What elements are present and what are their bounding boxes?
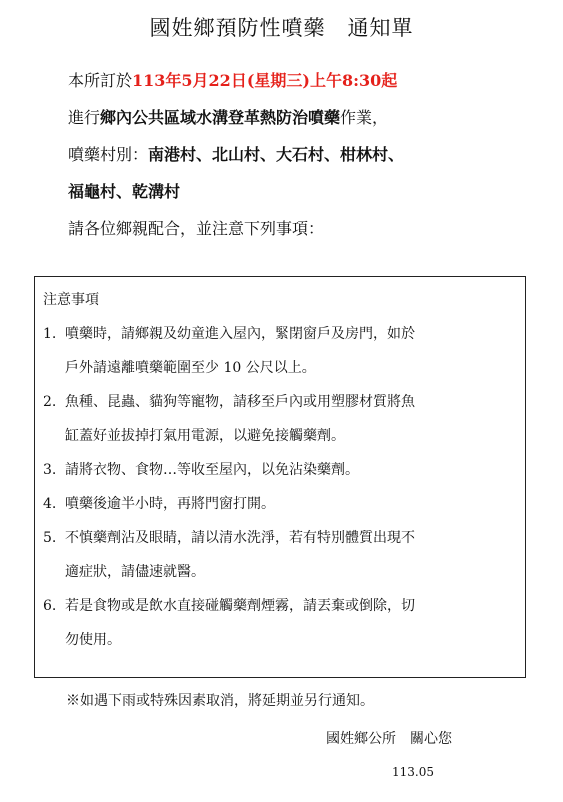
item-text <box>65 385 515 453</box>
item-text <box>65 317 515 385</box>
notice-title: 國姓鄉預防性噴藥 通知單 <box>149 16 414 40</box>
villages-list-2: 福龜村、乾溝村 <box>68 182 181 201</box>
intro-villages-line <box>68 136 538 173</box>
notice-item <box>43 487 515 521</box>
intro-request-line: 請各位鄉親配合，並注意下列事項： <box>68 219 325 238</box>
item-text-line: 若是食物或是飲水直接碰觸藥劑煙霧，請丟棄或倒除，切 <box>65 598 415 614</box>
intro-schedule-line <box>68 62 538 99</box>
signature: 國姓鄉公所 關心您 <box>326 731 452 747</box>
item-number: 1. <box>43 326 57 342</box>
notice-heading: 注意事項 <box>43 292 99 308</box>
notice-item <box>43 589 515 657</box>
cancellation-note: ※如遇下雨或特殊因素取消，將延期並另行通知。 <box>66 693 374 709</box>
notice-item <box>43 385 515 453</box>
notice-box <box>34 276 526 678</box>
schedule-prefix: 本所訂於 <box>68 71 133 90</box>
item-text <box>65 589 515 657</box>
item-number: 3. <box>43 462 57 478</box>
item-number: 6. <box>43 598 57 614</box>
notice-item <box>43 453 515 487</box>
item-number: 2. <box>43 394 57 410</box>
intro-villages-line-2 <box>68 173 538 210</box>
schedule-datetime: 113年5月22日(星期三)上午8:30起 <box>132 71 398 90</box>
item-text-line: 勿使用。 <box>65 632 121 648</box>
villages-label: 噴藥村別： <box>68 145 149 164</box>
item-text <box>65 453 515 487</box>
item-text-line: 戶外請遠離噴藥範圍至少 10 公尺以上。 <box>65 360 316 376</box>
task-prefix: 進行 <box>68 108 101 127</box>
item-number: 4. <box>43 496 57 512</box>
item-text-line: 適症狀，請儘速就醫。 <box>65 564 205 580</box>
intro-task-line <box>68 99 538 136</box>
item-number: 5. <box>43 530 57 546</box>
notice-item <box>43 317 515 385</box>
task-name: 鄉內公共區域水溝登革熱防治噴藥 <box>100 108 341 127</box>
issue-date: 113.05 <box>392 765 434 779</box>
task-suffix: 作業， <box>340 108 389 127</box>
intro-section <box>68 62 538 247</box>
item-text-line: 不慎藥劑沾及眼睛，請以清水洗淨，若有特別體質出現不 <box>65 530 415 546</box>
item-text-line: 噴藥時，請鄉親及幼童進入屋內，緊閉窗戶及房門，如於 <box>65 326 415 342</box>
item-text-line: 請將衣物、食物…等收至屋內，以免沾染藥劑。 <box>65 462 359 478</box>
item-text <box>65 521 515 589</box>
item-text-line: 噴藥後逾半小時，再將門窗打開。 <box>65 496 275 512</box>
item-text-line: 缸蓋好並拔掉打氣用電源，以避免接觸藥劑。 <box>65 428 345 444</box>
notice-item <box>43 521 515 589</box>
villages-list-1: 南港村、北山村、大石村、柑林村、 <box>148 145 405 164</box>
item-text-line: 魚種、昆蟲、貓狗等寵物，請移至戶內或用塑膠材質將魚 <box>65 394 415 410</box>
item-text <box>65 487 515 521</box>
